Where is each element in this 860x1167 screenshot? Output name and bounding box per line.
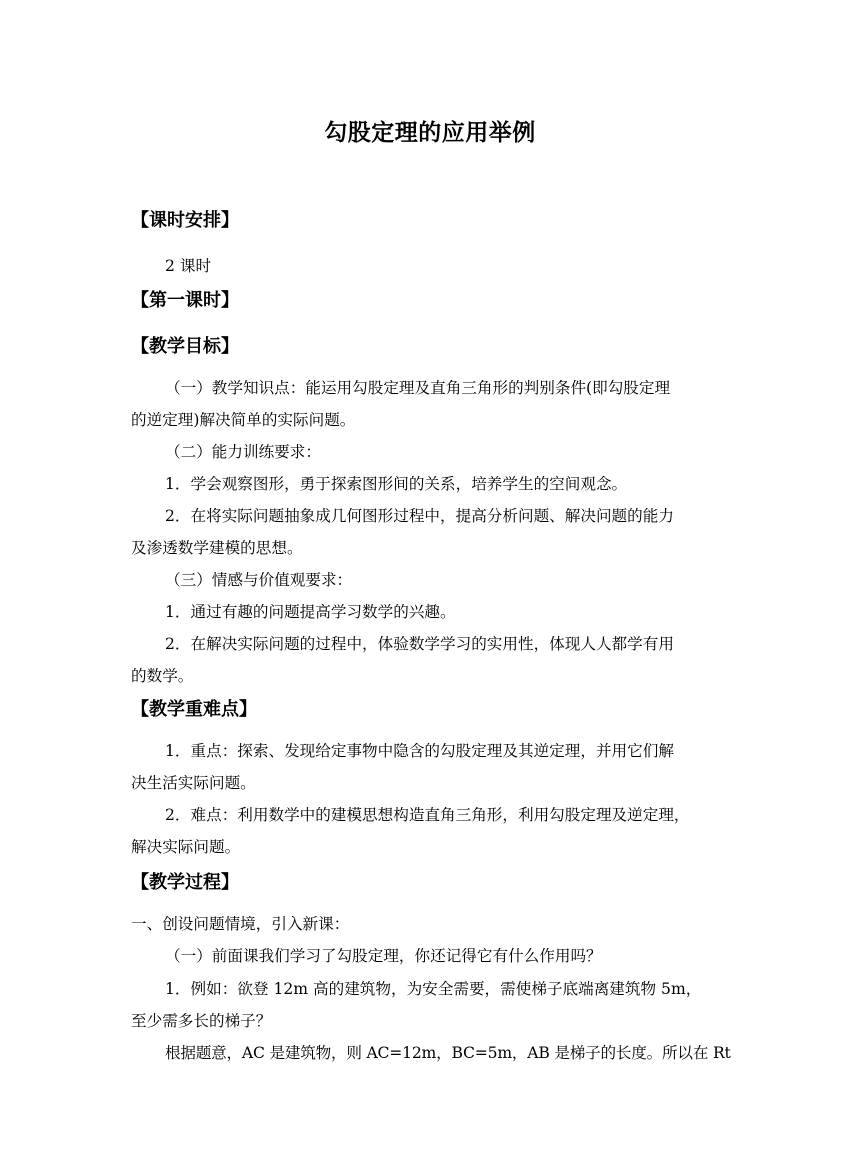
goal2-item2-line2: 及渗透数学建模的思想。 [131,539,303,557]
heading-process: 【教学过程】 [131,872,239,893]
heading-keypoints: 【教学重难点】 [131,699,257,720]
document-title: 勾股定理的应用举例 [324,119,536,146]
process-intro: 一、创设问题情境，引入新课： [131,915,350,933]
solution-line1: 根据题意，AC 是建筑物，则 AC=12m，BC=5m，AB 是梯子的长度。所以在 Rt [165,1044,731,1062]
key2-line1: 2．难点：利用数学中的建模思想构造直角三角形，利用勾股定理及逆定理， [165,806,690,824]
key2-line2: 解决实际问题。 [131,838,241,856]
schedule-text: 2 课时 [165,257,212,275]
example-line1: 1．例如：欲登 12m 高的建筑物，为安全需要，需使梯子底端离建筑物 5m， [165,980,702,998]
goal2-item1: 1．学会观察图形，勇于探索图形间的关系，培养学生的空间观念。 [165,475,628,493]
goal3-item2-line2: 的数学。 [131,667,194,685]
goal3-item1: 1．通过有趣的问题提高学习数学的兴趣。 [165,603,456,621]
heading-goals: 【教学目标】 [131,336,239,357]
goal2-item2-line1: 2．在将实际问题抽象成几何图形过程中，提高分析问题、解决问题的能力 [165,507,674,525]
key1-line2: 决生活实际问题。 [131,774,256,792]
goal1-line2: 的逆定理)解决简单的实际问题。 [131,411,356,429]
key1-line1: 1．重点：探索、发现给定事物中隐含的勾股定理及其逆定理，并用它们解 [165,742,674,760]
goal2-heading: （二）能力训练要求： [165,443,321,461]
goal1-line1: （一）教学知识点：能运用勾股定理及直角三角形的判别条件(即勾股定理 [165,379,671,397]
goal3-item2-line1: 2．在解决实际问题的过程中，体验数学学习的实用性，体现人人都学有用 [165,635,674,653]
example-line2: 至少需多长的梯子？ [131,1012,272,1030]
heading-schedule: 【课时安排】 [131,210,239,231]
goal3-heading: （三）情感与价值观要求： [165,571,353,589]
heading-first-lesson: 【第一课时】 [131,290,239,311]
process-question: （一）前面课我们学习了勾股定理，你还记得它有什么作用吗？ [165,947,602,965]
